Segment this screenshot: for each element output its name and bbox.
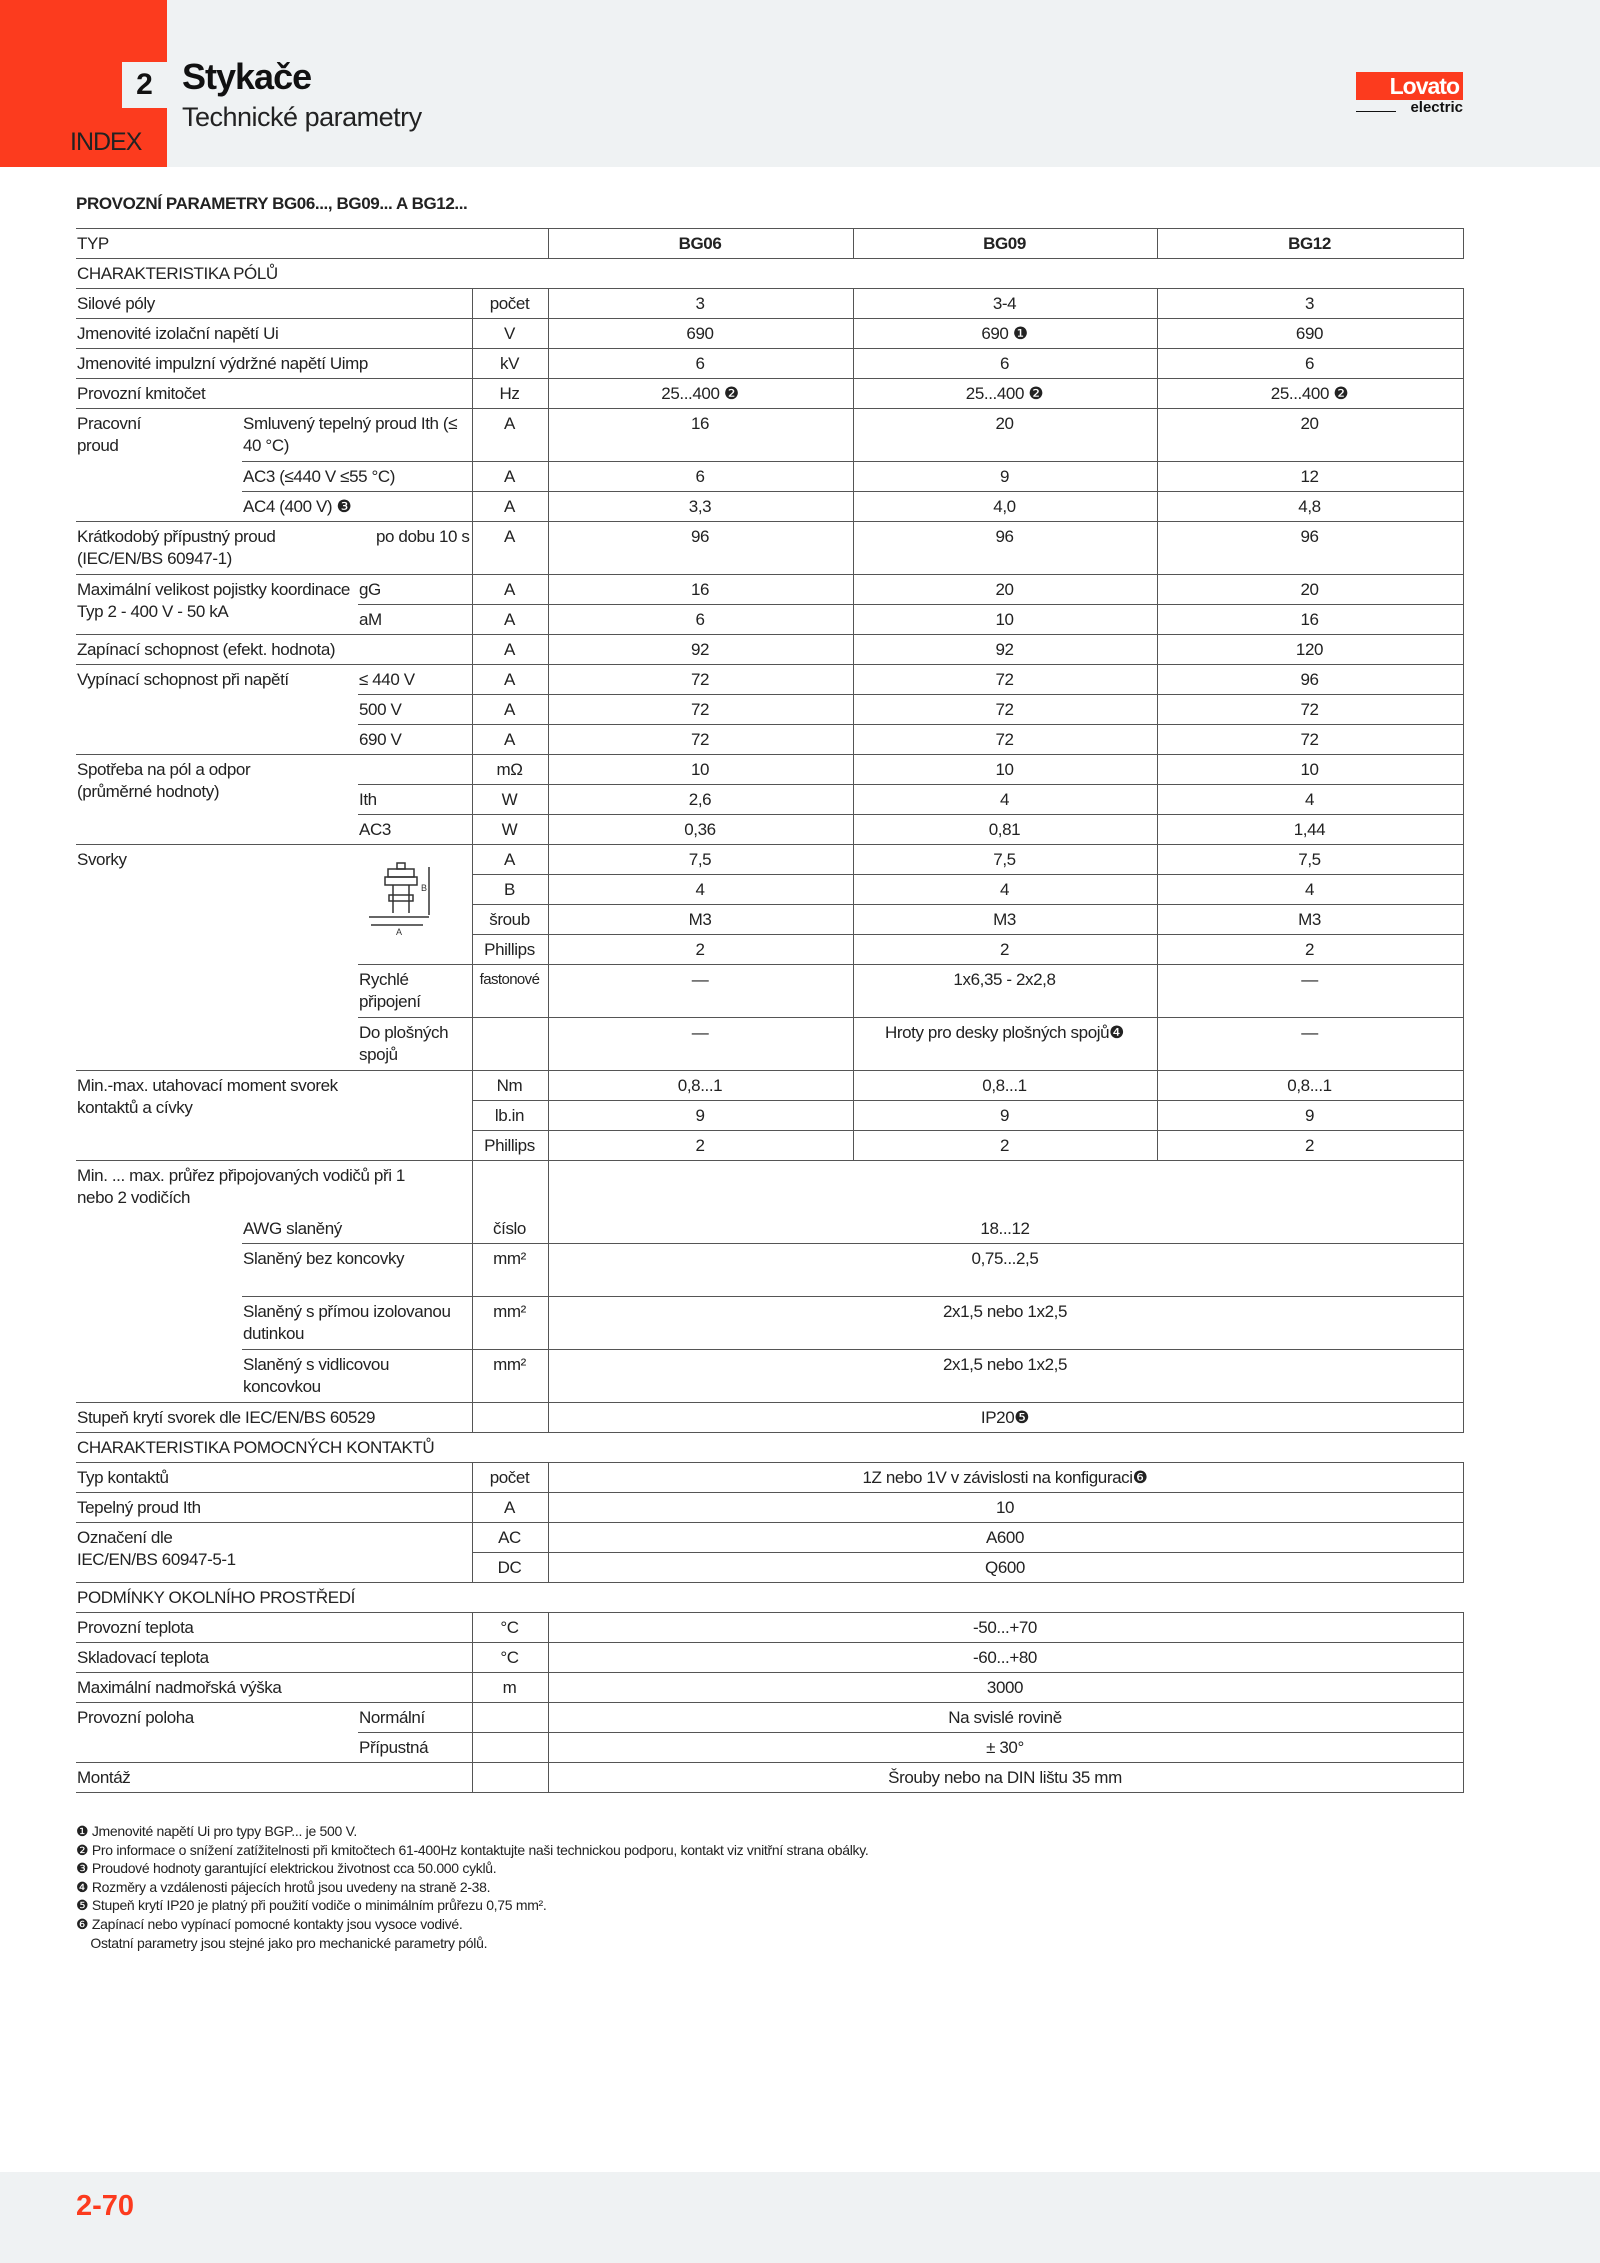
value: 2	[853, 1131, 1157, 1161]
table-row	[76, 1403, 1463, 1433]
indent	[76, 1214, 242, 1403]
unit: A	[472, 522, 548, 575]
row-sublabel: Ith	[358, 785, 472, 815]
value: 16	[548, 575, 853, 605]
value: 3	[548, 289, 853, 319]
unit: A	[472, 695, 548, 725]
row-label: AC3 (≤440 V ≤55 °C)	[242, 462, 472, 492]
value: 4	[548, 875, 853, 905]
row-label: Silové póly	[76, 289, 472, 319]
row-label: Smluvený tepelný proud Ith (≤ 40 °C)	[242, 409, 472, 462]
value: 7,5	[548, 845, 853, 875]
row-label: Skladovací teplota	[76, 1643, 472, 1673]
value: 9	[853, 1101, 1157, 1131]
table-row	[76, 665, 1463, 695]
value: —	[548, 965, 853, 1018]
value: 7,5	[853, 845, 1157, 875]
group-label: Provozní poloha	[76, 1703, 358, 1763]
row-label: Tepelný proud Ith	[76, 1493, 472, 1523]
value: 690	[1157, 319, 1463, 349]
value: 2x1,5 nebo 1x2,5	[548, 1350, 1463, 1403]
row-label: Provozní teplota	[76, 1613, 472, 1643]
value: Na svislé rovině	[548, 1703, 1463, 1733]
logo-line	[1356, 111, 1396, 112]
unit: A	[472, 575, 548, 605]
unit: AC	[472, 1523, 548, 1553]
footnote: ❸ Proudové hodnoty garantující elektrickou životnost cca 50.000 cyklů.	[76, 1860, 497, 1877]
table-row	[76, 379, 1463, 409]
unit: V	[472, 319, 548, 349]
row-sublabel: Do plošných spojů	[358, 1018, 472, 1071]
value: 20	[1157, 409, 1463, 462]
value: 10	[853, 605, 1157, 635]
table-row	[76, 289, 1463, 319]
unit: kV	[472, 349, 548, 379]
value: IP20❺	[548, 1403, 1463, 1433]
unit: Hz	[472, 379, 548, 409]
value: 10	[1157, 755, 1463, 785]
row-label: Montáž	[76, 1763, 472, 1793]
value: 6	[1157, 349, 1463, 379]
unit: A	[472, 492, 548, 522]
unit: DC	[472, 1553, 548, 1583]
value: 10	[548, 755, 853, 785]
row-sublabel: po dobu 10 s	[358, 522, 472, 575]
value: 20	[1157, 575, 1463, 605]
group-label: Min.-max. utahovací moment svorek kontaktů a cívky	[76, 1071, 472, 1161]
value: 3000	[548, 1673, 1463, 1703]
row-sublabel: Slaněný s přímou izolovanou dutinkou	[242, 1297, 472, 1350]
value: 2	[548, 935, 853, 965]
unit: mm²	[472, 1297, 548, 1350]
row-sublabel: AWG slaněný	[242, 1214, 472, 1244]
footer-band	[0, 2172, 1600, 2263]
value: 4,0	[853, 492, 1157, 522]
row-label: Maximální nadmořská výška	[76, 1673, 472, 1703]
value: 0,81	[853, 815, 1157, 845]
table-row	[76, 1673, 1463, 1703]
table-header-row	[76, 229, 1463, 259]
group-label: Svorky	[76, 845, 358, 1071]
value: -60...+80	[548, 1643, 1463, 1673]
group-label: Maximální velikost pojistky koordinace Typ 2 - 400 V - 50 kA	[76, 575, 358, 635]
value: 3,3	[548, 492, 853, 522]
table-row	[76, 1493, 1463, 1523]
value: 0,8...1	[1157, 1071, 1463, 1101]
row-label: Typ kontaktů	[76, 1463, 472, 1493]
value: 96	[1157, 665, 1463, 695]
value: 72	[1157, 695, 1463, 725]
value: ± 30°	[548, 1733, 1463, 1763]
unit: W	[472, 815, 548, 845]
unit	[472, 1733, 548, 1763]
unit	[472, 1703, 548, 1733]
table-row	[76, 635, 1463, 665]
value: 92	[548, 635, 853, 665]
unit: Nm	[472, 1071, 548, 1101]
value: 20	[853, 409, 1157, 462]
value: 0,36	[548, 815, 853, 845]
value: 96	[548, 522, 853, 575]
table-row	[76, 1523, 1463, 1553]
value: 72	[548, 665, 853, 695]
unit: mm²	[472, 1350, 548, 1403]
value: 16	[548, 409, 853, 462]
section-heading	[76, 1433, 1463, 1463]
unit: počet	[472, 289, 548, 319]
value: 2	[1157, 1131, 1463, 1161]
value: 6	[548, 605, 853, 635]
footnote: ❺ Stupeň krytí IP20 je platný při použití vodiče o minimálním průřezu 0,75 mm².	[76, 1897, 547, 1914]
footnote: ❹ Rozměry a vzdálenosti pájecích hrotů jsou uvedeny na straně 2-38.	[76, 1878, 491, 1895]
section-title: PROVOZNÍ PARAMETRY BG06..., BG09... A BG12...	[76, 194, 468, 213]
table-row	[76, 1463, 1463, 1493]
unit: °C	[472, 1613, 548, 1643]
table-row	[76, 755, 1463, 785]
row-label: Stupeň krytí svorek dle IEC/EN/BS 60529	[76, 1403, 472, 1433]
row-sublabel: AC3	[358, 815, 472, 845]
table-row	[76, 319, 1463, 349]
table-row	[76, 349, 1463, 379]
value: 4	[1157, 785, 1463, 815]
group-label: Pracovní proud	[76, 409, 242, 522]
unit: počet	[472, 1463, 548, 1493]
value: -50...+70	[548, 1613, 1463, 1643]
row-sublabel: gG	[358, 575, 472, 605]
value: 2,6	[548, 785, 853, 815]
value: 92	[853, 635, 1157, 665]
value: 1,44	[1157, 815, 1463, 845]
row-sublabel: Slaněný bez koncovky	[242, 1244, 472, 1297]
lovato-logo: Lovato	[1356, 72, 1463, 100]
table-row	[76, 1071, 1463, 1101]
value: 96	[1157, 522, 1463, 575]
value: 9	[853, 462, 1157, 492]
col-bg06: BG06	[548, 229, 853, 259]
group-label: Spotřeba na pól a odpor (průměrné hodnoty)	[76, 755, 358, 845]
footnote: ❷ Pro informace o snížení zatížitelnosti při kmitočtech 61-400Hz kontaktujte naši technickou podporu, kontakt viz vnitřní strana obálky.	[76, 1841, 869, 1858]
value: 3	[1157, 289, 1463, 319]
value: 2	[853, 935, 1157, 965]
table-row	[76, 462, 1463, 492]
value: 72	[853, 665, 1157, 695]
table-row	[76, 575, 1463, 605]
value: 72	[548, 695, 853, 725]
row-sublabel: Normální	[358, 1703, 472, 1733]
value: 10	[548, 1493, 1463, 1523]
section-heading	[76, 1583, 1463, 1613]
row-sublabel: Slaněný s vidlicovou koncovkou	[242, 1350, 472, 1403]
value: 4	[1157, 875, 1463, 905]
heading-env: PODMÍNKY OKOLNÍHO PROSTŘEDÍ	[76, 1583, 1463, 1613]
value: 25...400 ❷	[853, 379, 1157, 409]
group-label: Vypínací schopnost při napětí	[76, 665, 358, 755]
unit: mm²	[472, 1244, 548, 1297]
value: 2	[548, 1131, 853, 1161]
value: 72	[853, 695, 1157, 725]
table-row	[76, 492, 1463, 522]
value: 120	[1157, 635, 1463, 665]
value: —	[1157, 965, 1463, 1018]
unit: šroub	[472, 905, 548, 935]
row-sublabel: aM	[358, 605, 472, 635]
unit: A	[472, 725, 548, 755]
value: 72	[853, 725, 1157, 755]
value: 690 ❶	[853, 319, 1157, 349]
value: M3	[1157, 905, 1463, 935]
footnote: ❻ Zapínací nebo vypínací pomocné kontakty jsou vysoce vodivé.	[76, 1915, 463, 1932]
value: 0,8...1	[853, 1071, 1157, 1101]
unit: W	[472, 785, 548, 815]
col-bg09: BG09	[853, 229, 1157, 259]
table-row	[76, 1643, 1463, 1673]
value: 12	[1157, 462, 1463, 492]
value: 0,8...1	[548, 1071, 853, 1101]
unit: mΩ	[472, 755, 548, 785]
type-label: TYP	[76, 229, 548, 259]
unit: A	[472, 635, 548, 665]
value: 690	[548, 319, 853, 349]
unit: A	[472, 665, 548, 695]
value: 1x6,35 - 2x2,8	[853, 965, 1157, 1018]
value: 6	[548, 349, 853, 379]
value: 2x1,5 nebo 1x2,5	[548, 1297, 1463, 1350]
row-sublabel: Přípustná	[358, 1733, 472, 1763]
table-row	[76, 845, 1463, 875]
svg-text:A: A	[396, 927, 402, 937]
value: 10	[853, 755, 1157, 785]
unit: A	[472, 1493, 548, 1523]
unit: Phillips	[472, 1131, 548, 1161]
value: 16	[1157, 605, 1463, 635]
value: 9	[548, 1101, 853, 1131]
table-row	[76, 1350, 1463, 1403]
value: 4	[853, 875, 1157, 905]
value: 2	[1157, 935, 1463, 965]
value: 25...400 ❷	[548, 379, 853, 409]
table-row	[76, 522, 1463, 575]
value: Q600	[548, 1553, 1463, 1583]
value: —	[1157, 1018, 1463, 1071]
terminal-screw-icon	[363, 855, 453, 945]
row-label: Krátkodobý přípustný proud (IEC/EN/BS 60947-1)	[76, 522, 358, 575]
value: A600	[548, 1523, 1463, 1553]
page-title: Stykače	[182, 56, 312, 97]
page-number: 2-70	[76, 2190, 135, 2222]
chapter-number: 2	[122, 62, 167, 108]
value: Hroty pro desky plošných spojů❹	[853, 1018, 1157, 1071]
value: 96	[853, 522, 1157, 575]
unit: fastonové	[472, 965, 548, 1018]
unit: lb.in	[472, 1101, 548, 1131]
value: 72	[1157, 725, 1463, 755]
value: 4	[853, 785, 1157, 815]
unit: B	[472, 875, 548, 905]
value: 72	[548, 725, 853, 755]
value: 6	[548, 462, 853, 492]
unit: m	[472, 1673, 548, 1703]
unit: A	[472, 409, 548, 462]
page-subtitle: Technické parametry	[182, 102, 422, 132]
row-label: Jmenovité izolační napětí Ui	[76, 319, 472, 349]
section-heading	[76, 259, 1463, 289]
svg-text:B: B	[421, 883, 427, 893]
value: 25...400 ❷	[1157, 379, 1463, 409]
table-row	[76, 1161, 1463, 1214]
unit: A	[472, 845, 548, 875]
unit	[472, 1763, 548, 1793]
unit: číslo	[472, 1214, 548, 1244]
value: 20	[853, 575, 1157, 605]
footnote: Ostatní parametry jsou stejné jako pro mechanické parametry pólů.	[76, 1934, 488, 1951]
row-label: AC4 (400 V) ❸	[242, 492, 472, 522]
footnote: ❶ Jmenovité napětí Ui pro typy BGP... je 500 V.	[76, 1823, 357, 1839]
unit: °C	[472, 1643, 548, 1673]
unit	[472, 1018, 548, 1071]
row-sublabel: 500 V	[358, 695, 472, 725]
table-row	[76, 1297, 1463, 1350]
row-label: Provozní kmitočet	[76, 379, 472, 409]
value: Šrouby nebo na DIN lištu 35 mm	[548, 1763, 1463, 1793]
footnotes	[76, 1822, 868, 1952]
table-row	[76, 1763, 1463, 1793]
index-link[interactable]: INDEX	[70, 128, 142, 156]
table-row	[76, 1613, 1463, 1643]
row-sublabel	[358, 755, 472, 785]
table-row	[76, 1214, 1463, 1244]
table-row	[76, 1244, 1463, 1297]
parameters-table	[76, 228, 1464, 1793]
value: M3	[548, 905, 853, 935]
value: 7,5	[1157, 845, 1463, 875]
unit: A	[472, 605, 548, 635]
table-row	[76, 409, 1463, 462]
heading-poles: CHARAKTERISTIKA PÓLŮ	[76, 259, 1463, 289]
value: M3	[853, 905, 1157, 935]
row-sublabel: ≤ 440 V	[358, 665, 472, 695]
unit	[472, 1161, 548, 1214]
value: 4,8	[1157, 492, 1463, 522]
value: 18...12	[548, 1214, 1463, 1244]
unit	[472, 1403, 548, 1433]
value: 3-4	[853, 289, 1157, 319]
value: 0,75...2,5	[548, 1244, 1463, 1297]
row-sublabel: Rychlé připojení	[358, 965, 472, 1018]
group-label: Označení dle IEC/EN/BS 60947-5-1	[76, 1523, 472, 1583]
logo-subtitle: electric	[1410, 99, 1463, 116]
row-sublabel: 690 V	[358, 725, 472, 755]
table-row	[76, 1703, 1463, 1733]
value: —	[548, 1018, 853, 1071]
group-label: Min. ... max. průřez připojovaných vodičů při 1 nebo 2 vodičích	[77, 1166, 405, 1207]
row-label: Zapínací schopnost (efekt. hodnota)	[76, 635, 472, 665]
terminal-diagram	[358, 845, 472, 965]
row-label: Jmenovité impulzní výdržné napětí Uimp	[76, 349, 472, 379]
col-bg12: BG12	[1157, 229, 1463, 259]
unit: Phillips	[472, 935, 548, 965]
value	[548, 1161, 1463, 1214]
value: 6	[853, 349, 1157, 379]
unit: A	[472, 462, 548, 492]
value: 1Z nebo 1V v závislosti na konfiguraci❻	[548, 1463, 1463, 1493]
heading-aux: CHARAKTERISTIKA POMOCNÝCH KONTAKTŮ	[76, 1433, 1463, 1463]
value: 9	[1157, 1101, 1463, 1131]
